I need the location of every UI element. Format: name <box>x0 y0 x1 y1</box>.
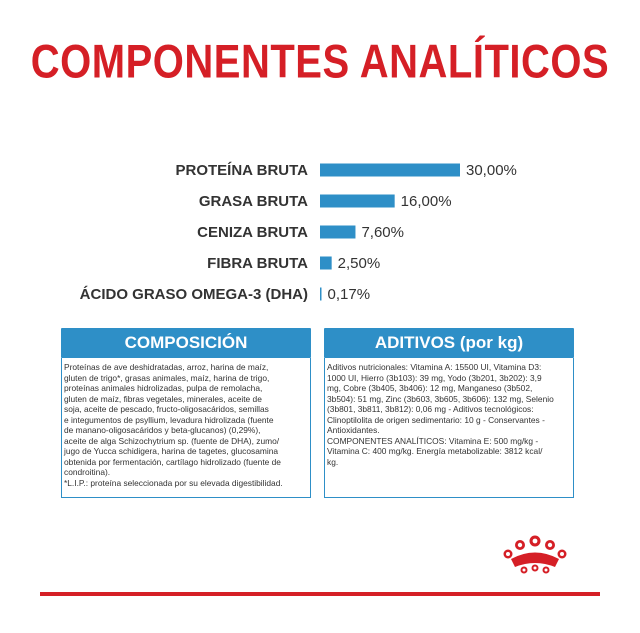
category-label: GRASA BRUTA <box>198 193 308 210</box>
bar <box>320 226 355 239</box>
category-label: PROTEÍNA BRUTA <box>175 162 308 179</box>
value-label: 2,50% <box>337 255 381 272</box>
bar <box>320 288 322 301</box>
aditivos-text: Aditivos nutricionales: Vitamina A: 15500 UI, Vitamina D3: 1000 UI, Hierro (3b103): 39 mg, Yodo (3b201, 3b202): 3,9 mg, Cobre (3b405, 3b406): 12 mg, Manganeso (3b502, 3b504): 51 mg, Zinc (3b603, 3b605, 3b606): 132 mg, Selenio (3b801, 3b811, 3b812): 0,06 mg - Aditivos tecnológicos: Clinoptilolita de origen sedimentario: 10 g - Conservantes - Antioxidantes. COMPONENTES ANALÍTICOS: Vitamina E: 500 mg/kg - Vitamina C: 400 mg/kg. Energía metabolizable: 3812 kcal/ kg. <box>327 362 554 467</box>
value-label: 0,17% <box>327 286 371 303</box>
value-label: 30,00% <box>466 162 517 179</box>
category-label: CENIZA BRUTA <box>197 224 308 241</box>
category-label: FIBRA BRUTA <box>207 255 308 272</box>
value-label: 16,00% <box>400 193 452 210</box>
crown-logo-icon <box>500 532 570 582</box>
bar <box>320 257 332 270</box>
category-label: ÁCIDO GRASO OMEGA-3 (DHA) <box>79 286 308 303</box>
aditivos-header: ADITIVOS (por kg) <box>324 328 574 358</box>
value-label: 7,60% <box>361 224 405 241</box>
composicion-header: COMPOSICIÓN <box>61 328 311 358</box>
bottom-red-line <box>40 592 600 596</box>
bar <box>320 164 460 177</box>
analytic-components-chart <box>0 150 640 310</box>
composicion-text: Proteínas de ave deshidratadas, arroz, harina de maíz, gluten de trigo*, grasas animales, maíz, harina de trigo, proteínas animales hidrolizadas, pulpa de remolacha, gluten de maíz, fibras vegetales, minerales, aceite de soja, aceite de pescado, fructo-oligosacáridos, semillas e integumentos de psyllium, levadura hidrolizada (fuente de manano-oligosacáridos y beta-glucanos) (0,29%), aceite de alga Schizochytrium sp. (fuente de DHA), zumo/ jugo de Yucca schidigera, harina de tagetes, glucosamina obtenida por fermentación, cartílago hidrolizado (fuente de condroitina). *L.I.P.: proteína seleccionada por su elevada digestibilidad. <box>64 362 283 488</box>
bar <box>320 195 395 208</box>
page-title: COMPONENTES ANALÍTICOS <box>30 35 610 88</box>
